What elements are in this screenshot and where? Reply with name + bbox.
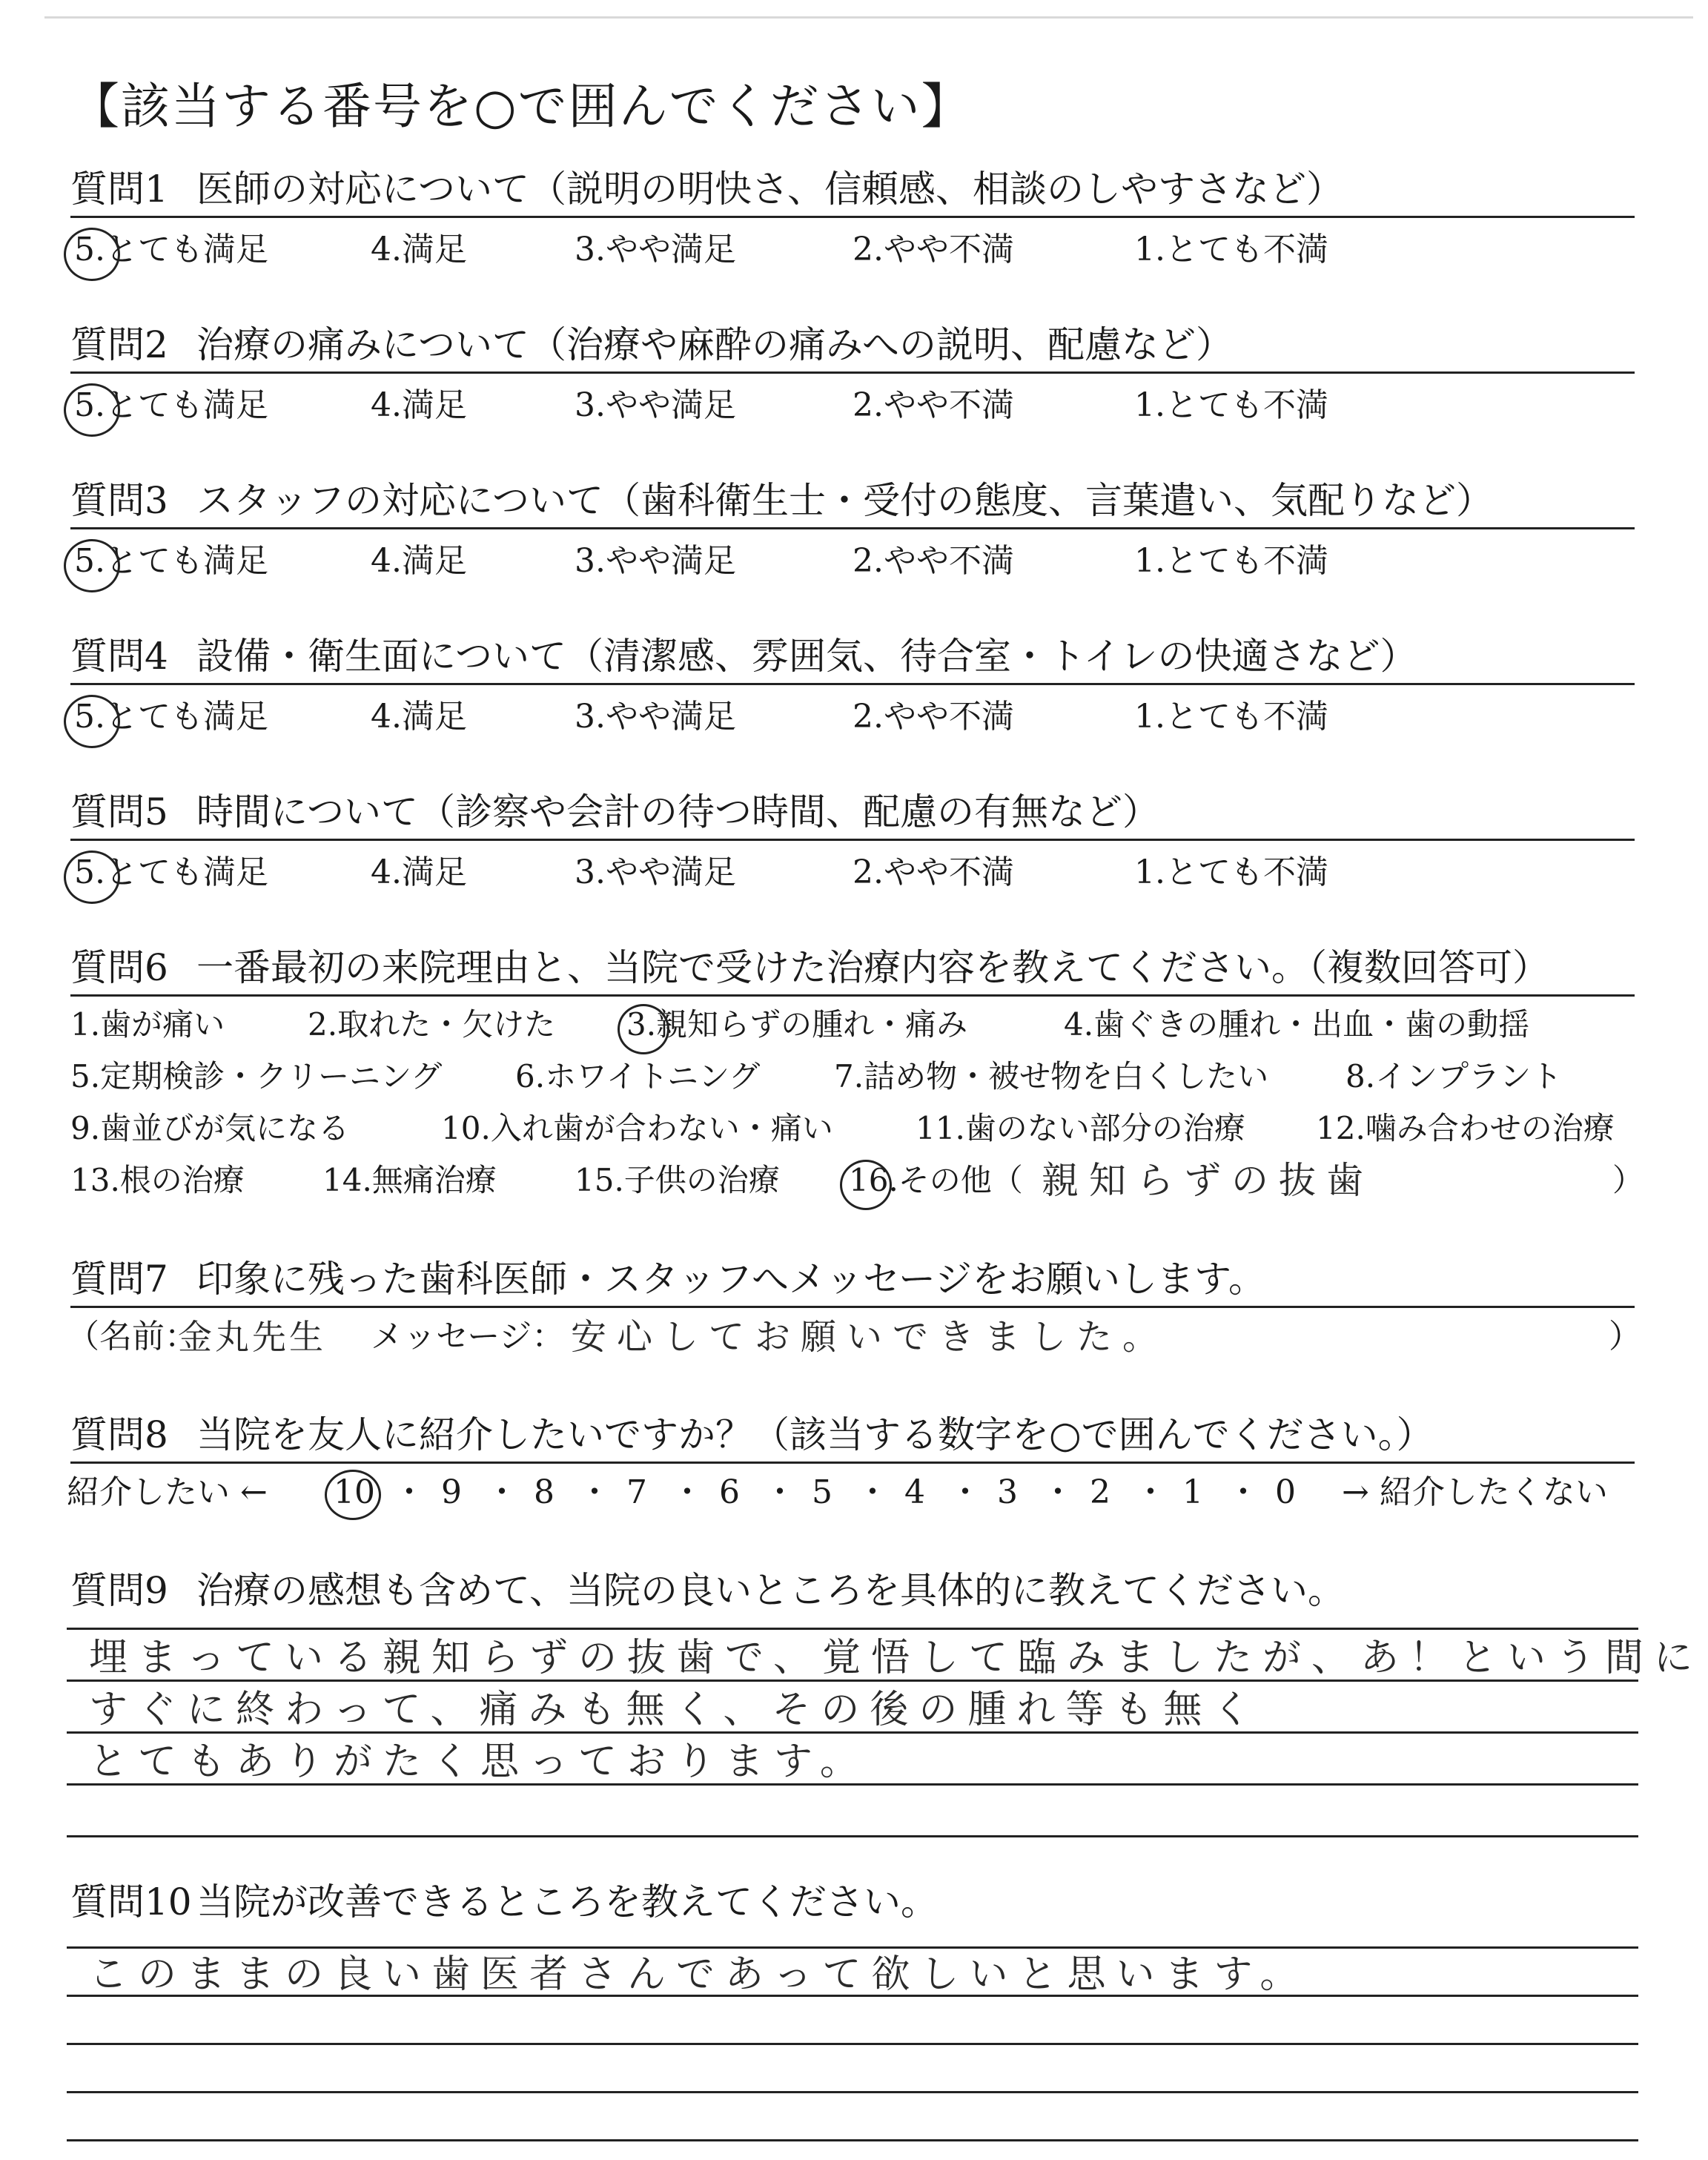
scale-option-10[interactable]: 10 — [334, 1467, 375, 1519]
question-text: 時間について（診察や会計の待つ時間、配慮の有無など） — [196, 790, 1159, 833]
scale-separator: ・ — [671, 1473, 704, 1511]
question-2-heading — [70, 323, 1635, 374]
scale-separator: ・ — [486, 1473, 518, 1511]
scale-option-9[interactable]: 9 — [441, 1473, 462, 1511]
option-5[interactable]: 5.とても満足 — [74, 228, 268, 272]
question-number: 質問10 — [70, 1880, 192, 1923]
option-4[interactable]: 4.歯ぐきの腫れ・出血・歯の動揺 — [1064, 1006, 1530, 1043]
message-line — [67, 1311, 1641, 1363]
option-4[interactable]: 4.満足 — [371, 386, 467, 424]
option-3[interactable]: 3.やや満足 — [575, 698, 736, 736]
option-1[interactable]: 1.とても不満 — [1134, 698, 1328, 736]
question-text: スタッフの対応について（歯科衛生士・受付の態度、言葉遣い、気配りなど） — [196, 479, 1493, 522]
question-7-heading — [70, 1257, 1635, 1308]
message-label: メッセージ： — [371, 1318, 565, 1355]
other-text-field[interactable]: 親知らずの抜歯 — [1042, 1159, 1374, 1202]
question-8-heading — [70, 1413, 1635, 1464]
scale-separator: ・ — [393, 1473, 426, 1511]
scale-option-5[interactable]: 5 — [812, 1473, 833, 1511]
options-row — [70, 1054, 1649, 1106]
option-3[interactable]: 3.やや満足 — [575, 231, 736, 268]
option-5[interactable]: 5.とても満足 — [74, 539, 268, 584]
option-3[interactable]: 3.やや満足 — [575, 542, 736, 580]
option-2[interactable]: 2.やや不満 — [853, 542, 1014, 580]
page-title: 【該当する番号を○で囲んでください】 — [70, 78, 972, 135]
question-text: 当院を友人に紹介したいですか？（該当する数字を○で囲んでください。） — [196, 1413, 1434, 1456]
scan-edge — [44, 16, 1693, 19]
question-10-heading — [70, 1880, 1635, 1929]
option-4[interactable]: 4.満足 — [371, 542, 467, 580]
question-number: 質問6 — [70, 946, 168, 989]
answer-line[interactable]: とてもありがたく思っております。 — [89, 1740, 869, 1784]
option-4[interactable]: 4.満足 — [371, 853, 467, 891]
ruled-line — [67, 2139, 1638, 2141]
question-number: 質問8 — [70, 1413, 168, 1456]
scale-separator: ・ — [578, 1473, 611, 1511]
name-label: （名前： — [67, 1318, 197, 1355]
option-10[interactable]: 10.入れ歯が合わない・痛い — [441, 1110, 833, 1146]
scale-separator: ・ — [1134, 1473, 1167, 1511]
option-13[interactable]: 13.根の治療 — [70, 1162, 245, 1198]
scale-option-3[interactable]: 3 — [997, 1473, 1018, 1511]
option-2[interactable]: 2.やや不満 — [853, 698, 1014, 736]
question-text: 一番最初の来院理由と、当院で受けた治療内容を教えてください。（複数回答可） — [196, 946, 1549, 989]
option-1[interactable]: 1.歯が痛い — [70, 1006, 225, 1043]
question-1-options — [74, 228, 1638, 272]
scale-separator: ・ — [764, 1473, 796, 1511]
message-field[interactable]: 安心してお願いできました。 — [571, 1316, 1169, 1358]
close-paren: ） — [1609, 1318, 1641, 1355]
question-text: 設備・衛生面について（清潔感、雰囲気、待合室・トイレの快適さなど） — [196, 635, 1417, 678]
option-5[interactable]: 5.とても満足 — [74, 383, 268, 428]
question-text: 治療の感想も含めて、当院の良いところを具体的に教えてください。 — [196, 1569, 1345, 1612]
question-number: 質問7 — [70, 1258, 168, 1301]
option-3[interactable]: 3.やや満足 — [575, 386, 736, 424]
option-1[interactable]: 1.とても不満 — [1134, 231, 1328, 268]
answer-line[interactable]: すぐに終わって、痛みも無く、その後の腫れ等も無く — [89, 1688, 1262, 1732]
question-1-heading — [70, 167, 1635, 218]
question-5-heading — [70, 790, 1635, 841]
question-4-heading — [70, 634, 1635, 685]
scale-left-label: 紹介したい ← — [67, 1473, 268, 1511]
option-4[interactable]: 4.満足 — [371, 231, 467, 268]
question-number: 質問9 — [70, 1569, 168, 1612]
question-number: 質問5 — [70, 790, 168, 833]
options-row — [70, 1003, 1649, 1054]
question-9-heading — [70, 1568, 1635, 1617]
question-number: 質問1 — [70, 168, 168, 211]
question-number: 質問3 — [70, 479, 168, 522]
question-number: 質問2 — [70, 323, 168, 366]
option-16[interactable]: 16.その他（ — [849, 1158, 1023, 1203]
option-3[interactable]: 3.親知らずの腫れ・痛み — [626, 1003, 967, 1047]
scale-option-8[interactable]: 8 — [534, 1473, 555, 1511]
question-text: 治療の痛みについて（治療や麻酔の痛みへの説明、配慮など） — [196, 323, 1233, 366]
ruled-line — [67, 2091, 1638, 2093]
option-5[interactable]: 5.とても満足 — [74, 695, 268, 739]
option-12[interactable]: 12.噛み合わせの治療 — [1316, 1110, 1615, 1146]
option-1[interactable]: 1.とても不満 — [1134, 386, 1328, 424]
ruled-line — [67, 1628, 1638, 1630]
question-4-options — [74, 695, 1638, 739]
question-2-options — [74, 383, 1638, 428]
scale-separator: ・ — [1227, 1473, 1260, 1511]
scale-option-0[interactable]: 0 — [1275, 1473, 1296, 1511]
recommend-scale — [67, 1467, 1638, 1519]
question-text: 当院が改善できるところを教えてください。 — [196, 1880, 938, 1923]
ruled-line — [67, 1835, 1638, 1837]
scale-option-1[interactable]: 1 — [1182, 1473, 1203, 1511]
scale-separator: ・ — [1042, 1473, 1074, 1511]
option-3[interactable]: 3.やや満足 — [575, 853, 736, 891]
options-row — [70, 1106, 1649, 1158]
option-6[interactable]: 6.ホワイトニング — [515, 1058, 761, 1094]
options-row — [70, 1158, 1649, 1210]
option-8[interactable]: 8.インプラント — [1345, 1058, 1563, 1094]
question-3-heading — [70, 478, 1635, 529]
question-6-heading — [70, 945, 1635, 997]
scale-option-7[interactable]: 7 — [626, 1473, 647, 1511]
option-5[interactable]: 5.とても満足 — [74, 851, 268, 895]
option-2[interactable]: 2.やや不満 — [853, 386, 1014, 424]
option-1[interactable]: 1.とても不満 — [1134, 542, 1328, 580]
question-6-options — [70, 1003, 1649, 1210]
ruled-line — [67, 1946, 1638, 1949]
question-number: 質問4 — [70, 635, 168, 678]
ruled-line — [67, 2043, 1638, 2045]
answer-line[interactable]: このままの良い歯医者さんであって欲しいと思います。 — [89, 1952, 1309, 1997]
option-15[interactable]: 15.子供の治療 — [575, 1162, 780, 1198]
option-1[interactable]: 1.とても不満 — [1134, 853, 1328, 891]
scale-separator: ・ — [856, 1473, 889, 1511]
option-2[interactable]: 2.やや不満 — [853, 231, 1014, 268]
scale-separator: ・ — [949, 1473, 982, 1511]
scale-option-4[interactable]: 4 — [904, 1473, 925, 1511]
scale-option-2[interactable]: 2 — [1090, 1473, 1110, 1511]
question-text: 医師の対応について（説明の明快さ、信頼感、相談のしやすさなど） — [196, 168, 1343, 211]
name-field[interactable]: 金丸先生 — [178, 1317, 326, 1357]
close-paren: ） — [1612, 1162, 1644, 1198]
option-11[interactable]: 11.歯のない部分の治療 — [916, 1110, 1245, 1146]
answer-line[interactable]: 埋まっている親知らずの抜歯で、覚悟して臨みましたが、あ！という間に — [89, 1636, 1703, 1680]
question-5-options — [74, 851, 1638, 895]
scale-right-label: → 紹介したくない — [1342, 1473, 1608, 1511]
option-7[interactable]: 7.詰め物・被せ物を白くしたい — [834, 1058, 1269, 1094]
option-2[interactable]: 2.やや不満 — [853, 853, 1014, 891]
option-4[interactable]: 4.満足 — [371, 698, 467, 736]
scale-option-6[interactable]: 6 — [719, 1473, 740, 1511]
question-text: 印象に残った歯科医師・スタッフへメッセージをお願いします。 — [196, 1258, 1265, 1301]
question-3-options — [74, 539, 1638, 584]
option-2[interactable]: 2.取れた・欠けた — [308, 1006, 556, 1043]
option-14[interactable]: 14.無痛治療 — [322, 1162, 497, 1198]
option-5[interactable]: 5.定期検診・クリーニング — [70, 1058, 443, 1094]
option-9[interactable]: 9.歯並びが気になる — [70, 1110, 350, 1146]
